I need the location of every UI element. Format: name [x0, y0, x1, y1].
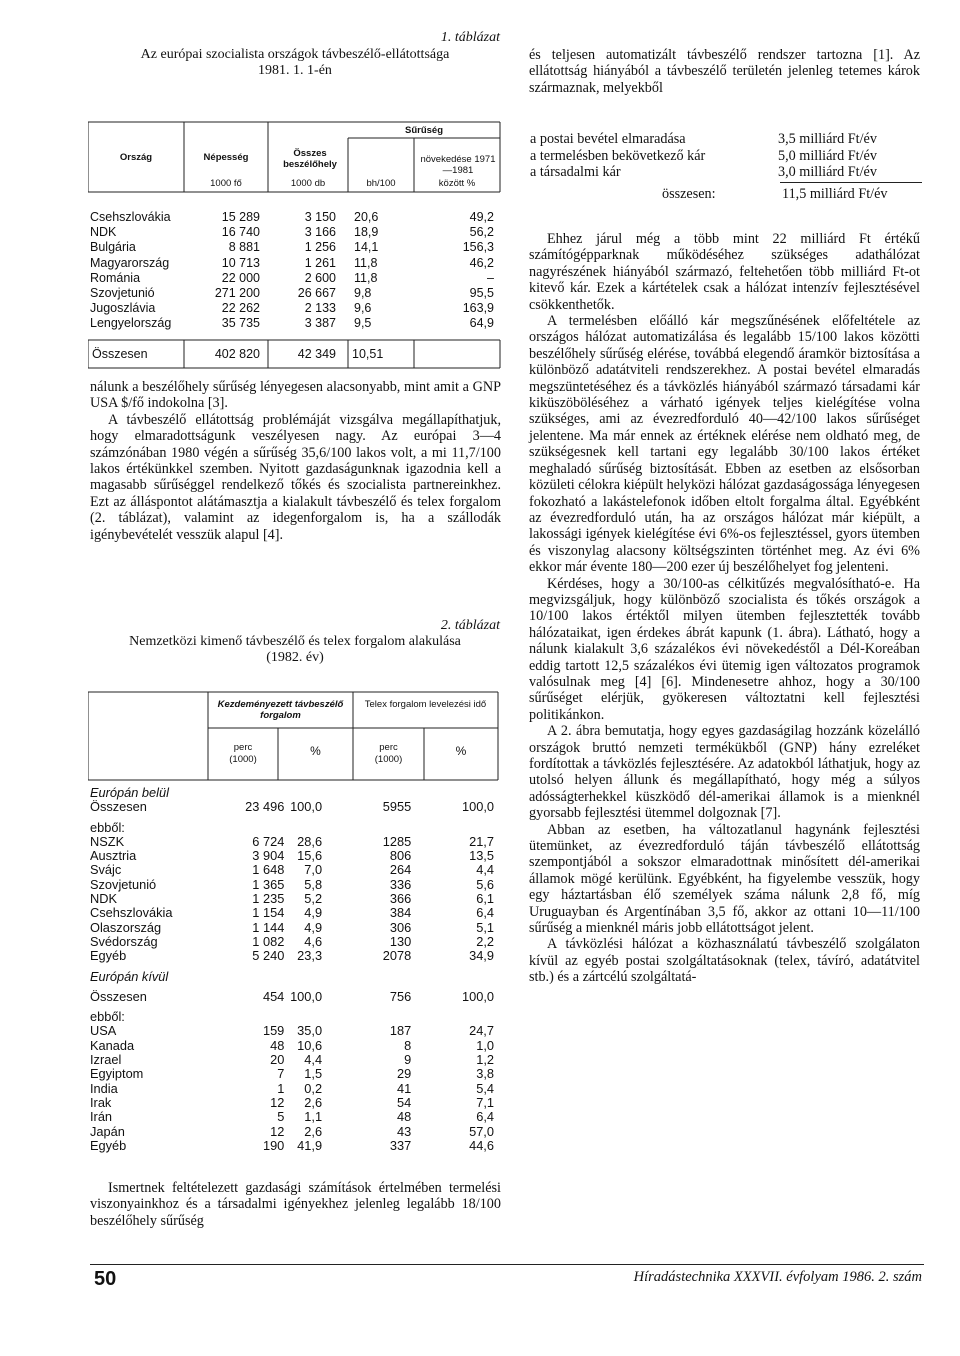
table-row [90, 921, 500, 935]
cost-table [530, 131, 922, 181]
t2-cell-telex-pct: 5,1 [476, 919, 494, 935]
t2-cell-phone-pct: 28,6 [297, 833, 323, 849]
t2-cell-country: Összesen [90, 988, 147, 1004]
t2-cell-telex-min: 384 [389, 905, 412, 921]
t2-cell-telex-min [344, 786, 425, 800]
t1-cell-population: 271 200 [214, 286, 260, 301]
table-row [90, 815, 500, 835]
table2-title [80, 634, 510, 666]
t2-cell-country: Egyiptom [90, 1066, 144, 1082]
t1-cell-density: 9,5 [354, 316, 372, 331]
t2-cell-telex-min: 130 [389, 933, 412, 949]
t1-head-population-unit: 1000 fő [210, 178, 242, 189]
t2-cell-country: Csehszlovákia [90, 905, 173, 921]
t2-cell-country: NDK [90, 891, 118, 907]
t2-cell-phone-min: 1 235 [252, 891, 285, 907]
left-bottom-text [90, 1180, 501, 1229]
table-row [90, 964, 500, 984]
t1-cell-density: 14,1 [354, 240, 379, 255]
t2-head-perc-2: perc [379, 742, 398, 753]
right-paragraph-3: Kérdéses, hogy a 30/100-as célkitűzés megvalósítható-e. Ha megvizsgáljuk, hogy különböző szocialista és tőkés országok a 10/100 lakos értéktől milyen ütemben fejlesztették tovább hálózataikat, igen érdekes ábrát kapunk (1. ábra). Látható, hogy a nálunk kialakult 3,6 százalékos évi növekedéstől a Dél-Koreában eddig tartott 12,5 százalékos évi ütemig igen változatos programok valósulnak meg [4] [6]. Mindenesetre ahhoz, hogy a 30/100 sűrűséget elérjük, gyökeresen változtatni kell fejlesztési politikánkon. [529, 575, 920, 723]
table-row [90, 1039, 500, 1053]
table-row [90, 863, 500, 877]
t1-cell-density: 18,9 [354, 225, 379, 240]
t1-cell-phones: 1 261 [304, 255, 336, 270]
t2-cell-telex-pct: 2,2 [476, 933, 494, 949]
t1-head-density: Sűrűség [404, 125, 443, 136]
t1-head-phones-unit: 1000 db [290, 178, 326, 189]
t2-cell-telex-pct: 100,0 [461, 799, 494, 815]
t1-cell-phones: 3 387 [304, 316, 336, 331]
t1-cell-country: Románia [90, 270, 141, 285]
right-body-text [529, 231, 920, 986]
t2-cell-country: Egyéb [90, 948, 127, 964]
t2-cell-country: India [90, 1080, 118, 1096]
t2-cell-telex-pct: 1,0 [476, 1037, 494, 1053]
cost-sum-line [780, 182, 922, 183]
t2-cell-phone-min: 23 496 [245, 799, 285, 815]
t2-cell-phone-pct: 4,6 [304, 933, 323, 949]
table1-body [88, 210, 500, 332]
t2-cell-phone-pct: 100,0 [290, 799, 323, 815]
table2-body [90, 786, 500, 1153]
t2-cell-country: Irak [90, 1094, 112, 1110]
t1-cell-population: 35 735 [221, 316, 260, 331]
t2-cell-telex-min: 336 [389, 876, 412, 892]
t2-cell-phone-pct: 0,2 [304, 1080, 323, 1096]
t2-cell-telex-pct: 4,4 [476, 862, 494, 878]
t1-cell-growth: 156,3 [462, 240, 494, 255]
t2-cell-phone-min: 7 [277, 1066, 285, 1082]
t2-cell-phone-min [222, 786, 284, 800]
t2-cell-phone-pct: 4,9 [304, 905, 323, 921]
left-paragraph-1: nálunk a beszélőhely sűrűség lényegesen alacsonyabb, mint amit a GNP USA $/fő indokolna [3]. [90, 379, 501, 412]
t2-cell-country: Egyéb [90, 1137, 127, 1153]
table-row [90, 949, 500, 963]
t1-head-population: Népesség [203, 152, 249, 163]
t1-cell-country: Lengyelország [90, 316, 172, 331]
table-row [90, 892, 500, 906]
t2-head-phone: Kezdeményezett távbeszélő forgalom [217, 699, 344, 721]
right-top-text [529, 47, 920, 96]
t2-cell-phone-pct: 35,0 [297, 1023, 323, 1039]
t1-cell-population: 22 000 [221, 270, 260, 285]
t2-cell-phone-pct [284, 815, 344, 835]
t2-cell-phone-pct: 4,4 [304, 1052, 323, 1068]
cost-label: a postai bevétel elmaradása [530, 131, 686, 147]
t1-cell-growth: 64,9 [469, 316, 494, 331]
cost-value: 3,5 milliárd Ft/év [778, 131, 877, 147]
t2-cell-phone-min: 48 [270, 1037, 285, 1053]
table-row [90, 1004, 500, 1024]
t2-cell-telex-min [344, 815, 425, 835]
table1-title-line1: Az európai szocialista országok távbeszélő-ellátottsága [140, 47, 450, 62]
t1-cell-growth: 95,5 [469, 286, 494, 301]
t1-cell-country: Magyarország [90, 255, 170, 270]
t2-cell-country: Svédország [90, 933, 158, 949]
t1-head-density-unit: bh/100 [366, 178, 396, 189]
t2-cell-phone-pct: 7,0 [304, 862, 323, 878]
t1-cell-phones: 3 166 [304, 225, 336, 240]
t2-cell-phone-pct: 10,6 [297, 1037, 323, 1053]
t2-cell-phone-pct: 5,2 [304, 891, 323, 907]
t2-cell-phone-min: 159 [262, 1023, 285, 1039]
t2-cell-country: Svájc [90, 862, 122, 878]
t1-head-phones: Összes beszélőhely [283, 148, 337, 170]
table1-title-line2: 1981. 1. 1-én [258, 63, 332, 78]
t1-total-phones: 42 349 [297, 347, 336, 361]
page-number: 50 [94, 1268, 117, 1290]
t1-cell-growth: 46,2 [469, 255, 494, 270]
cost-total-label: összesen: [662, 185, 716, 202]
t2-cell-country: Európán belül [90, 785, 169, 800]
t2-cell-phone-min: 1 365 [252, 876, 285, 892]
table-row [90, 1082, 500, 1096]
table-row [90, 878, 500, 892]
table-row [90, 1053, 500, 1067]
t2-cell-telex-pct: 24,7 [469, 1023, 494, 1039]
t2-cell-telex-min: 48 [397, 1109, 412, 1125]
t2-cell-telex-pct: 3,8 [476, 1066, 494, 1082]
t2-cell-country: Összesen [90, 799, 147, 815]
cost-total-row [530, 186, 922, 206]
t2-cell-telex-min: 2078 [382, 948, 412, 964]
table-row [88, 210, 500, 225]
t2-cell-phone-pct: 1,1 [304, 1109, 323, 1125]
t2-cell-phone-pct: 2,6 [304, 1094, 323, 1110]
table-row [90, 906, 500, 920]
t2-cell-phone-min: 5 [277, 1109, 285, 1125]
t1-cell-phones: 26 667 [297, 286, 336, 301]
t1-total-density: 10,51 [352, 347, 384, 361]
table-row [90, 849, 500, 863]
t2-cell-phone-min: 3 904 [252, 848, 285, 864]
t2-cell-telex-min: 1285 [382, 833, 412, 849]
table-row [88, 256, 500, 271]
t2-cell-phone-min: 6 724 [252, 833, 285, 849]
right-paragraph-6: A távközlési hálózat a közhasználatú távbeszélő szolgálaton kívül az egyéb postai szolgáltatásoknak (telex, távíró, adatátvitel stb.) és a zártcélú szolgáltatá- [529, 936, 920, 986]
list-item [530, 131, 922, 148]
table-row [90, 800, 500, 814]
t2-cell-telex-min: 9 [404, 1052, 412, 1068]
cost-list [530, 131, 922, 206]
t1-total-label: Összesen [92, 347, 148, 361]
right-top-paragraph: és teljesen automatizált távbeszélő rendszer tartozna [1]. Az ellátottság hiányából a távbeszélő területén jelenleg tetemes károk származnak, melyekből [529, 47, 920, 96]
t1-cell-growth: 163,9 [462, 301, 494, 316]
t2-cell-telex-pct: 44,6 [469, 1137, 494, 1153]
t2-cell-country: Szovjetunió [90, 876, 157, 892]
t2-cell-telex-min [344, 964, 425, 984]
t1-cell-population: 10 713 [221, 255, 260, 270]
t2-cell-telex-pct [425, 786, 500, 800]
t2-cell-telex-pct: 6,4 [476, 905, 494, 921]
t1-cell-growth: 56,2 [469, 225, 494, 240]
right-paragraph-5: Abban az esetben, ha változatlanul hagynánk fejlesztési ütemünket, az évezredforduló táján távbeszélő ellátottság szempontjából a sokszor elmaradottnak minősített dél-amerikai államok mögé kerülünk. Egyébként, ha figyelembe vesszük, hogy egy háztartásban élő személyek száma nálunk 2,8 fő, míg Uruguayban és Argentínában 3,5 fő, akkor az ottani 10—11/100 sűrűség a mienknél máris jobb ellátottságot jelent. [529, 821, 920, 937]
cost-value: 3,0 milliárd Ft/év [778, 164, 877, 180]
table-row [90, 1024, 500, 1038]
table2-title-line2: (1982. év) [266, 650, 324, 665]
table-row [90, 1096, 500, 1110]
cost-total-value: 11,5 milliárd Ft/év [782, 185, 888, 202]
t2-cell-telex-pct: 5,6 [476, 876, 494, 892]
t2-cell-phone-pct [284, 964, 344, 984]
t1-cell-country: Szovjetunió [90, 286, 155, 301]
t2-cell-telex-pct: 6,1 [476, 891, 494, 907]
t2-cell-telex-min [344, 1004, 425, 1024]
t2-cell-phone-pct: 4,9 [304, 919, 323, 935]
t2-cell-country: NSZK [90, 833, 125, 849]
t2-cell-phone-pct [284, 786, 344, 800]
t1-head-growth-unit: között % [438, 178, 476, 189]
list-item [530, 164, 922, 181]
t2-cell-telex-pct: 6,4 [476, 1109, 494, 1125]
table1 [88, 120, 503, 370]
t2-cell-telex-min: 187 [389, 1023, 412, 1039]
table-row [90, 1139, 500, 1153]
t2-cell-telex-min: 41 [397, 1080, 412, 1096]
t2-cell-country: Irán [90, 1109, 113, 1125]
table2-title-line1: Nemzetközi kimenő távbeszélő és telex forgalom alakulása [129, 634, 461, 649]
table2 [88, 690, 503, 1170]
t2-head-perc-1: perc [233, 742, 253, 753]
t2-cell-phone-min: 1 154 [252, 905, 285, 921]
t2-cell-telex-pct [425, 815, 500, 835]
t2-cell-telex-pct: 21,7 [469, 833, 494, 849]
t2-cell-telex-min: 8 [404, 1037, 412, 1053]
t2-cell-phone-pct: 15,6 [297, 848, 323, 864]
t2-cell-phone-min: 1 082 [252, 933, 285, 949]
t2-head-telex: Telex forgalom levelezési idő [364, 699, 487, 710]
table-row [90, 935, 500, 949]
t2-cell-phone-pct: 41,9 [297, 1137, 323, 1153]
table-row [88, 225, 500, 240]
t1-cell-density: 11,8 [354, 270, 378, 285]
t2-cell-country: Európán kívül [90, 968, 169, 984]
t2-cell-telex-pct: 7,1 [476, 1094, 494, 1110]
right-paragraph-4: A 2. ábra bemutatja, hogy egyes gazdaságilag hozzánk közelálló országok bruttó nemzeti termékükből (GNP) hány ezreléket fordítottak a távközlés fejlesztésére. Az adatokból láthatjuk, hogy az utolsó helyen állunk és megállapítható, hogy még a súlyos adósságterhekkel küszködő dél-amerikai államok is a mienknél gyorsabb fejlesztési ütemmel dolgoznak [7]. [529, 723, 920, 822]
t2-cell-telex-min: 366 [389, 891, 412, 907]
t2-cell-phone-pct: 1,5 [304, 1066, 323, 1082]
cost-label: a társadalmi kár [530, 164, 621, 180]
t2-cell-telex-min: 337 [389, 1137, 412, 1153]
table-row [90, 984, 500, 1004]
table-row [90, 1110, 500, 1124]
t1-cell-density: 9,6 [354, 301, 372, 316]
t2-cell-telex-pct: 1,2 [476, 1052, 494, 1068]
t1-cell-growth: – [487, 270, 494, 285]
t1-cell-country: Bulgária [90, 240, 136, 255]
table-row [88, 301, 500, 316]
t2-cell-telex-min: 43 [397, 1123, 412, 1139]
t2-head-pct-2: % [455, 744, 467, 758]
t2-cell-telex-pct: 5,4 [476, 1080, 494, 1096]
list-item [530, 148, 922, 165]
t2-cell-country: Olaszország [90, 919, 162, 935]
t2-cell-phone-pct: 2,6 [304, 1123, 323, 1139]
t2-cell-phone-min: 1 144 [252, 919, 285, 935]
table-row [90, 1125, 500, 1139]
t2-cell-telex-min: 756 [389, 988, 412, 1004]
right-paragraph-1: Ehhez járul még a több mint 22 milliárd Ft értékű számítógépparknak működéséhez szükséges adathálózat nagyrészének hiányából származó, feltehetően több milliárd Ft-ot kitevő kár. Ezek a kártételek csak a hálózat intenzív fejlesztésével csökkenthetők. [529, 231, 920, 313]
t1-cell-density: 11,8 [354, 255, 378, 270]
table-row [90, 1067, 500, 1081]
table-row [88, 271, 500, 286]
t1-cell-country: Csehszlovákia [90, 210, 171, 224]
t2-cell-phone-pct: 23,3 [297, 948, 323, 964]
t2-cell-phone-min: 190 [262, 1137, 285, 1153]
t2-cell-country: ebből: [90, 1009, 125, 1025]
t2-cell-telex-pct [425, 1004, 500, 1024]
t2-cell-telex-min: 54 [397, 1094, 412, 1110]
t1-cell-population: 15 289 [221, 210, 260, 224]
table-row [88, 286, 500, 301]
table1-label: 1. táblázat [440, 30, 500, 45]
t1-cell-phones: 1 256 [304, 240, 336, 255]
t2-cell-phone-min: 1 648 [252, 862, 285, 878]
journal-name: Híradástechnika XXXVII. évfolyam 1986. 2. szám [633, 1269, 922, 1285]
left-paragraph-2: A távbeszélő ellátottság problémáját vizsgálva megállapíthatjuk, hogy elmaradottságunk veszélyesen nagy. Az európai 3—4 számzónában 1980 végén a sűrűség 35,6/100 lakos volt, a mi 11,7/100 lakos értékünkkel szemben. Nyitott gazdaságunknak igazodnia kell a magasabb sűrűséggel rendelkező tőkés és szocialista partnereinkhez. Ezt az álláspontot alátámasztja a kialakult távbeszélő és telex forgalom (2. táblázat), valamint az idegenforgalom is, ha a szállodák igénybevételét vesszük alapul [4]. [90, 411, 501, 543]
t2-cell-phone-min [222, 815, 284, 835]
cost-label: a termelésben bekövetkező kár [530, 147, 706, 164]
t2-cell-phone-min [222, 1004, 284, 1024]
left-body-text [90, 379, 501, 543]
t2-head-unit-2: (1000) [374, 754, 403, 765]
t1-cell-density: 9,8 [354, 286, 372, 301]
t2-cell-telex-min: 806 [389, 848, 412, 864]
t2-cell-telex-pct: 57,0 [469, 1123, 494, 1139]
t2-cell-phone-pct [284, 1004, 344, 1024]
footer-rule [90, 1264, 924, 1265]
t2-cell-phone-min: 1 [277, 1080, 285, 1096]
t1-cell-growth: 49,2 [469, 210, 494, 224]
t2-cell-country: Ausztria [90, 848, 137, 864]
t2-cell-country: Izrael [90, 1052, 122, 1068]
t1-cell-phones: 2 133 [304, 301, 336, 316]
t2-cell-telex-pct: 34,9 [469, 948, 494, 964]
table-row [90, 835, 500, 849]
t2-head-unit-1: (1000) [229, 754, 257, 765]
t2-cell-phone-min: 454 [262, 988, 285, 1004]
t1-cell-country: Jugoszlávia [90, 301, 156, 316]
t2-head-pct-1: % [310, 744, 321, 758]
t1-head-country: Ország [119, 152, 153, 163]
t1-head-growth: növekedése 1971—1981 [420, 154, 496, 176]
t2-cell-phone-min: 12 [270, 1094, 285, 1110]
t2-cell-phone-min: 5 240 [252, 948, 285, 964]
t1-cell-phones: 3 150 [304, 210, 336, 224]
t2-cell-country: Japán [90, 1123, 125, 1139]
t1-cell-phones: 2 600 [304, 270, 336, 285]
table-row [88, 316, 500, 331]
left-bottom-paragraph: Ismertnek feltételezett gazdasági számítások értelmében termelési viszonyainkhoz és a társadalmi igényekhez jelenleg legalább 18/100 beszélőhely sűrűség [90, 1180, 501, 1229]
table-row [88, 240, 500, 255]
t2-cell-country: USA [90, 1023, 117, 1039]
t1-cell-population: 8 881 [228, 240, 260, 255]
table1-title [90, 47, 500, 79]
t2-cell-telex-pct: 13,5 [469, 848, 494, 864]
t2-cell-phone-min: 20 [270, 1052, 285, 1068]
table2-label: 2. táblázat [440, 618, 500, 633]
t2-cell-phone-pct: 5,8 [304, 876, 323, 892]
t2-cell-country: ebből: [90, 819, 125, 835]
t1-cell-country: NDK [90, 225, 117, 240]
t2-cell-telex-min: 29 [397, 1066, 412, 1082]
t2-cell-phone-min [222, 964, 284, 984]
t1-cell-density: 20,6 [354, 210, 379, 224]
t2-cell-telex-pct: 100,0 [461, 988, 494, 1004]
t1-total-pop: 402 820 [214, 347, 260, 361]
t2-cell-telex-min: 306 [389, 919, 412, 935]
right-paragraph-2: A termelésben előálló kár megszűnésének előfeltétele az országos hálózat automatizálása és legalább 15/100 lakos közötti beszélőhely sűrűség elérése, továbbá elegendő áramkör biztosítása a különböző adatátviteli rendszerekhez. A postai bevétel elmaradás megszüntetéséhez és a távközlés hiányából származó társadami kár kiküszöböléséhez a várható igények teljes kielégítése volna szükséges, ami az évezredforduló 40—42/100 lakos sűrűséget jelentene. Ma már ennek az értéknek elérése nem oldható meg, de szükségesnek kell tartani egy legalább 30/100 lakos értéket meghaladó sűrűség biztosítását. Ebben az esetben az elsősorban közületi célokra kiépült helyközi hálózat gazdaságossága lényegesen fokozható a lakástelefonok időben eltolt forgalma által. Egyébként az évezredforduló után, ha az országos hálózat már kiépült, a lakossági igények kielégítése évi 6%-os fejlesztéssel, gyors ütemben és viszonylag alacsony költségszinten történhet meg. Az évi 6% ekkor már évente 180—200 ezer új beszélőhelyet fog jelenteni. [529, 313, 920, 576]
t1-cell-population: 22 262 [221, 301, 260, 316]
t2-cell-telex-min: 264 [389, 862, 412, 878]
t2-cell-telex-min: 5955 [382, 799, 412, 815]
t2-cell-phone-min: 12 [270, 1123, 285, 1139]
t2-cell-country: Kanada [90, 1037, 135, 1053]
t2-cell-telex-pct [425, 964, 500, 984]
table-row [90, 786, 500, 800]
t1-cell-population: 16 740 [221, 225, 260, 240]
t2-cell-phone-pct: 100,0 [290, 988, 323, 1004]
cost-value: 5,0 milliárd Ft/év [778, 147, 877, 164]
